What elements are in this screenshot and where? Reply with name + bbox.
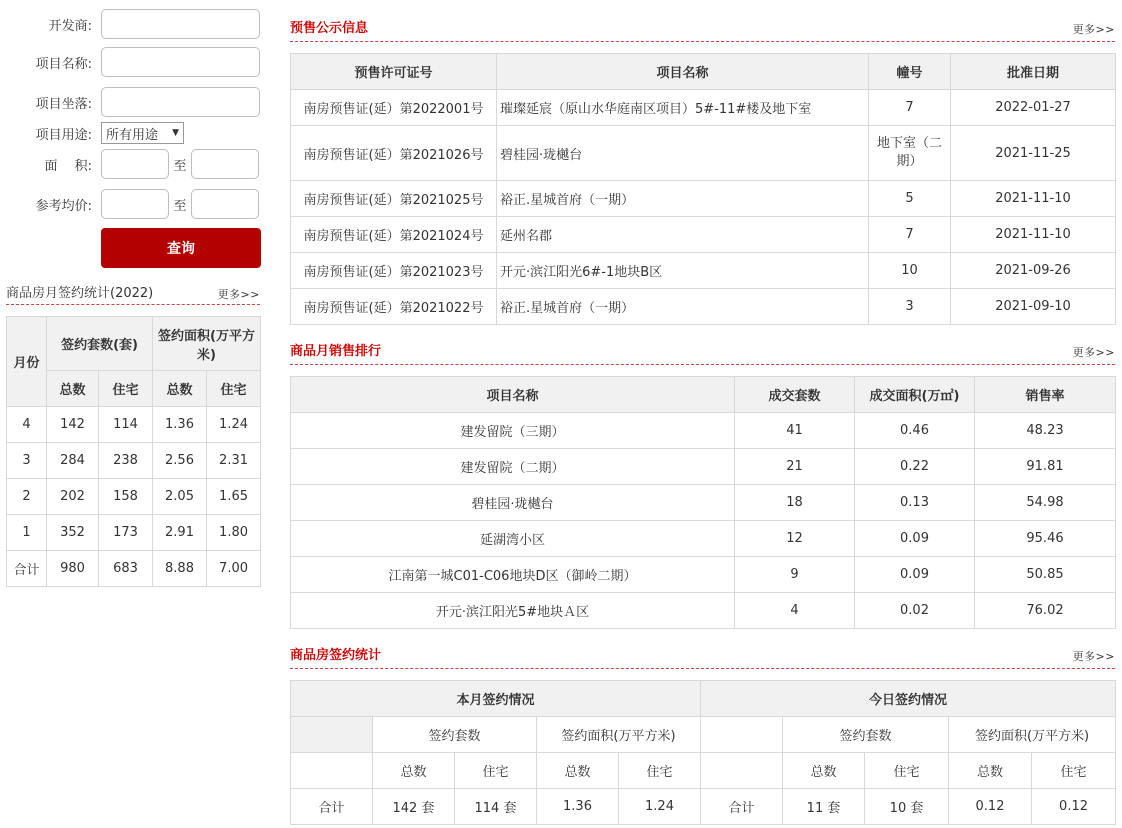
presale-more-link[interactable]: 更多>> — [1072, 23, 1115, 36]
usage-select[interactable] — [101, 122, 184, 144]
month-signing-header: 本月签约情况 — [291, 681, 701, 717]
cell: 0.46 — [855, 413, 975, 449]
ranking-section-header — [290, 340, 1115, 364]
table-row — [7, 479, 261, 515]
month-area-total-header: 总数 — [537, 753, 619, 789]
cell: 4 — [7, 407, 47, 443]
cell: 1.36 — [153, 407, 207, 443]
cell: 173 — [99, 515, 153, 551]
table-row — [291, 253, 1116, 289]
table-row — [291, 126, 1116, 181]
approval-date: 2021-11-10 — [951, 217, 1116, 253]
signing-section-header — [290, 644, 1115, 668]
divider — [290, 668, 1115, 669]
area-total-header: 总数 — [153, 371, 207, 407]
monthly-stats-header — [6, 280, 260, 302]
table-row — [291, 217, 1116, 253]
ranking-table — [290, 376, 1116, 629]
table-row — [291, 181, 1116, 217]
presale-table — [290, 53, 1116, 325]
price-min-input[interactable] — [101, 189, 169, 219]
cell: 980 — [47, 551, 99, 587]
cell: 1.24 — [619, 789, 701, 825]
cell: 11 套 — [783, 789, 865, 825]
cell: 50.85 — [975, 557, 1116, 593]
cell: 95.46 — [975, 521, 1116, 557]
price-to-label: 至 — [173, 198, 187, 214]
building-number: 3 — [869, 289, 951, 325]
cell: 18 — [735, 485, 855, 521]
cell: 1.65 — [207, 479, 261, 515]
location-row — [0, 86, 260, 118]
permit-number[interactable]: 南房预售证(延）第2021026号 — [291, 126, 497, 181]
cell: 114 套 — [455, 789, 537, 825]
table-row — [7, 515, 261, 551]
row-label: 合计 — [701, 789, 783, 825]
project-name-link[interactable]: 建发留院（二期） — [291, 449, 735, 485]
column-header: 销售率 — [975, 377, 1116, 413]
area-row — [0, 148, 259, 180]
developer-label: 开发商: — [48, 18, 92, 34]
permit-number[interactable]: 南房预售证(延）第2021022号 — [291, 289, 497, 325]
today-count-residence-header: 住宅 — [865, 753, 949, 789]
cell: 142 套 — [373, 789, 455, 825]
count-residence-header: 住宅 — [99, 371, 153, 407]
approval-date: 2021-11-10 — [951, 181, 1116, 217]
table-row — [7, 551, 261, 587]
cell: 683 — [99, 551, 153, 587]
project-name-label: 项目名称: — [35, 56, 92, 72]
usage-label: 项目用途: — [35, 127, 92, 143]
cell: 0.12 — [1032, 789, 1116, 825]
cell: 2.56 — [153, 443, 207, 479]
cell: 352 — [47, 515, 99, 551]
project-name-input[interactable] — [101, 47, 260, 77]
project-name-row — [0, 46, 260, 78]
cell: 284 — [47, 443, 99, 479]
month-count-header: 签约套数 — [373, 717, 537, 753]
table-row — [291, 789, 1116, 825]
cell: 114 — [99, 407, 153, 443]
project-name-link[interactable]: 开元·滨江阳光5#地块Ａ区 — [291, 593, 735, 629]
today-count-total-header: 总数 — [783, 753, 865, 789]
approval-date: 2021-11-25 — [951, 126, 1116, 181]
price-label: 参考均价: — [35, 198, 92, 214]
table-row — [7, 443, 261, 479]
usage-row — [0, 117, 184, 149]
approval-date: 2021-09-26 — [951, 253, 1116, 289]
building-number: 7 — [869, 90, 951, 126]
cell: 76.02 — [975, 593, 1116, 629]
cell: 合计 — [7, 551, 47, 587]
cell: 1.80 — [207, 515, 261, 551]
cell: 158 — [99, 479, 153, 515]
column-header: 批准日期 — [951, 54, 1116, 90]
table-row — [291, 90, 1116, 126]
usage-selected-value: 所有用途 — [106, 127, 159, 143]
project-name-link[interactable]: 开元·滨江阳光6#-1地块B区 — [497, 253, 869, 289]
divider — [290, 41, 1115, 42]
table-row — [291, 557, 1116, 593]
permit-number[interactable]: 南房预售证(延）第2021025号 — [291, 181, 497, 217]
building-number: 7 — [869, 217, 951, 253]
cell: 8.88 — [153, 551, 207, 587]
project-name-link[interactable]: 裕正.星城首府（一期） — [497, 181, 869, 217]
today-area-residence-header: 住宅 — [1032, 753, 1116, 789]
signing-more-link[interactable]: 更多>> — [1072, 650, 1115, 663]
cell: 202 — [47, 479, 99, 515]
cell: 12 — [735, 521, 855, 557]
project-name-link[interactable]: 延州名郡 — [497, 217, 869, 253]
area-min-input[interactable] — [101, 149, 169, 179]
ranking-title: 商品月销售排行 — [290, 344, 382, 359]
cell: 0.12 — [949, 789, 1032, 825]
today-count-header: 签约套数 — [783, 717, 949, 753]
cell: 4 — [735, 593, 855, 629]
cell: 2.91 — [153, 515, 207, 551]
month-area-header: 签约面积(万平方米) — [537, 717, 701, 753]
presale-title: 预售公示信息 — [290, 21, 369, 36]
column-header: 预售许可证号 — [291, 54, 497, 90]
count-header: 签约套数(套) — [47, 317, 153, 371]
cell: 0.09 — [855, 521, 975, 557]
permit-number[interactable]: 南房预售证(延）第2021023号 — [291, 253, 497, 289]
building-number: 10 — [869, 253, 951, 289]
divider — [290, 364, 1115, 365]
cell: 7.00 — [207, 551, 261, 587]
month-header: 月份 — [7, 317, 47, 407]
cell: 91.81 — [975, 449, 1116, 485]
month-area-residence-header: 住宅 — [619, 753, 701, 789]
project-name-link[interactable]: 碧桂园·珑樾台 — [291, 485, 735, 521]
signing-table — [290, 680, 1116, 825]
chevron-down-icon: ▼ — [172, 128, 179, 138]
count-total-header: 总数 — [47, 371, 99, 407]
cell: 3 — [7, 443, 47, 479]
table-row — [291, 593, 1116, 629]
project-name-link[interactable]: 建发留院（三期） — [291, 413, 735, 449]
area-header: 签约面积(万平方米) — [153, 317, 261, 371]
price-row — [0, 188, 259, 220]
empty-cell — [701, 753, 783, 789]
signing-title: 商品房签约统计 — [290, 648, 382, 663]
cell: 2 — [7, 479, 47, 515]
cell: 2.05 — [153, 479, 207, 515]
today-area-total-header: 总数 — [949, 753, 1032, 789]
cell: 0.02 — [855, 593, 975, 629]
cell: 0.13 — [855, 485, 975, 521]
monthly-stats-more-link[interactable]: 更多>> — [217, 288, 260, 301]
row-label: 合计 — [291, 789, 373, 825]
project-name-link[interactable]: 碧桂园·珑樾台 — [497, 126, 869, 181]
building-number: 5 — [869, 181, 951, 217]
table-row — [291, 449, 1116, 485]
cell: 1 — [7, 515, 47, 551]
project-name-link[interactable]: 裕正.星城首府（一期） — [497, 289, 869, 325]
today-signing-header: 今日签约情况 — [701, 681, 1116, 717]
area-residence-header: 住宅 — [207, 371, 261, 407]
cell: 10 套 — [865, 789, 949, 825]
cell: 1.24 — [207, 407, 261, 443]
cell: 1.36 — [537, 789, 619, 825]
table-row — [291, 413, 1116, 449]
cell: 48.23 — [975, 413, 1116, 449]
permit-number[interactable]: 南房预售证(延）第2022001号 — [291, 90, 497, 126]
cell: 9 — [735, 557, 855, 593]
area-max-input[interactable] — [191, 149, 259, 179]
column-header: 成交面积(万㎡) — [855, 377, 975, 413]
table-row — [7, 407, 261, 443]
query-button[interactable]: 查询 — [101, 228, 261, 268]
column-header: 项目名称 — [291, 377, 735, 413]
month-count-residence-header: 住宅 — [455, 753, 537, 789]
column-header: 项目名称 — [497, 54, 869, 90]
empty-cell — [291, 753, 373, 789]
presale-section-header — [290, 17, 1115, 41]
price-max-input[interactable] — [191, 189, 259, 219]
empty-cell — [701, 717, 783, 753]
cell: 238 — [99, 443, 153, 479]
cell: 142 — [47, 407, 99, 443]
cell: 41 — [735, 413, 855, 449]
today-area-header: 签约面积(万平方米) — [949, 717, 1116, 753]
developer-row — [0, 8, 260, 40]
column-header: 幢号 — [869, 54, 951, 90]
cell: 54.98 — [975, 485, 1116, 521]
monthly-stats-table — [6, 316, 261, 587]
monthly-stats-title: 商品房月签约统计(2022) — [6, 286, 154, 301]
column-header: 成交套数 — [735, 377, 855, 413]
ranking-more-link[interactable]: 更多>> — [1072, 346, 1115, 359]
approval-date: 2022-01-27 — [951, 90, 1116, 126]
project-name-link[interactable]: 江南第一城C01-C06地块D区（御岭二期） — [291, 557, 735, 593]
developer-input[interactable] — [101, 9, 260, 39]
month-count-total-header: 总数 — [373, 753, 455, 789]
permit-number[interactable]: 南房预售证(延）第2021024号 — [291, 217, 497, 253]
area-label: 面 积: — [44, 158, 92, 174]
cell: 2.31 — [207, 443, 261, 479]
table-row — [291, 485, 1116, 521]
project-name-link[interactable]: 璀璨延宸（原山水华庭南区项目）5#-11#楼及地下室 — [497, 90, 869, 126]
approval-date: 2021-09-10 — [951, 289, 1116, 325]
table-row — [291, 521, 1116, 557]
cell: 0.22 — [855, 449, 975, 485]
building-number: 地下室（二期） — [869, 126, 951, 181]
location-input[interactable] — [101, 87, 260, 117]
cell: 21 — [735, 449, 855, 485]
location-label: 项目坐落: — [35, 96, 92, 112]
project-name-link[interactable]: 延湖湾小区 — [291, 521, 735, 557]
table-row — [291, 289, 1116, 325]
empty-cell — [291, 717, 373, 753]
divider — [6, 304, 260, 305]
cell: 0.09 — [855, 557, 975, 593]
area-to-label: 至 — [173, 158, 187, 174]
